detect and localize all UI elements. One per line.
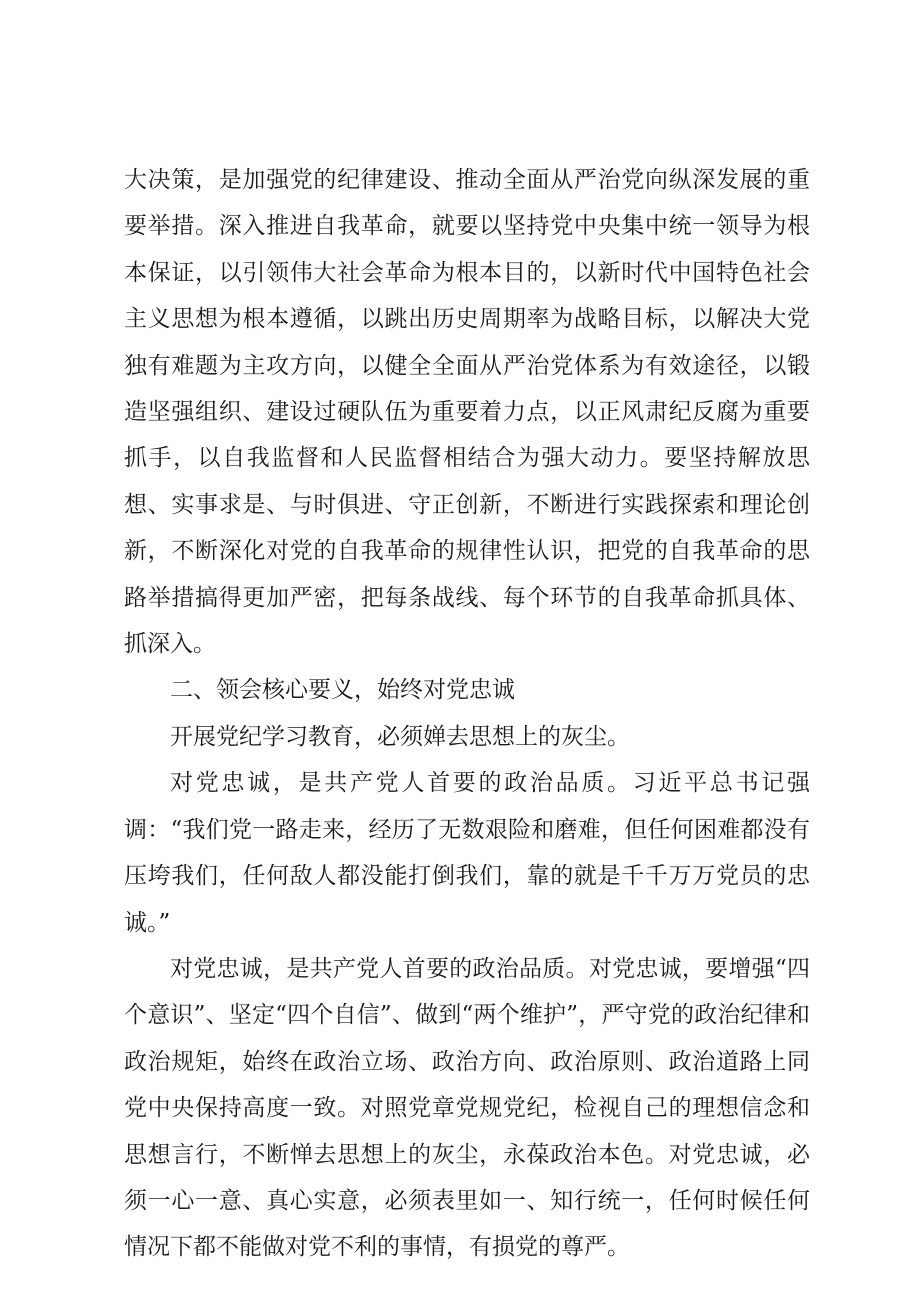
paragraph-quote: 对党忠诚，是共产党人首要的政治品质。习近平总书记强调：“我们党一路走来，经历了无数艰险和磨难，但任何困难都没有压垮我们，任何敌人都没能打倒我们，靠的就是千千万万党员的忠诚。” [124, 770, 810, 936]
paragraph-loyalty: 对党忠诚，是共产党人首要的政治品质。对党忠诚，要增强“四个意识”、坚定“四个自信”、做到“两个维护”，严守党的政治纪律和政治规矩，始终在政治立场、政治方向、政治原则、政治道路上同党中央保持高度一致。对照党章党规党纪，检视自己的理想信念和思想言行，不断惮去思想上的灰尘，永葆政治本色。对党忠诚，必须一心一意、真心实意，必须表里如一、知行统一，任何时候任何情况下都不能做对党不利的事情，有损党的尊严。 [124, 955, 810, 1261]
section-heading: 二、领会核心要义，始终对党忠诚 [170, 677, 515, 704]
document-body [124, 157, 810, 1271]
paragraph-summary: 开展党纪学习教育，必须婵去思想上的灰尘。 [170, 723, 630, 750]
paragraph-continued: 大决策，是加强党的纪律建设、推动全面从严治党向纵深发展的重要举措。深入推进自我革命，就要以坚持党中央集中统一领导为根本保证，以引领伟大社会革命为根本目的，以新时代中国特色社会主义思想为根本遵循，以跳出历史周期率为战略目标，以解决大党独有难题为主攻方向，以健全全面从严治党体系为有效途径，以锻造坚强组织、建设过硬队伍为重要着力点，以正风肃纪反腐为重要抓手，以自我监督和人民监督相结合为强大动力。要坚持解放思想、实事求是、与时俱进、守正创新，不断进行实践探索和理论创新，不断深化对党的自我革命的规律性认识，把党的自我革命的思路举措搞得更加严密，把每条战线、每个环节的自我革命抓具体、抓深入。 [124, 167, 810, 658]
